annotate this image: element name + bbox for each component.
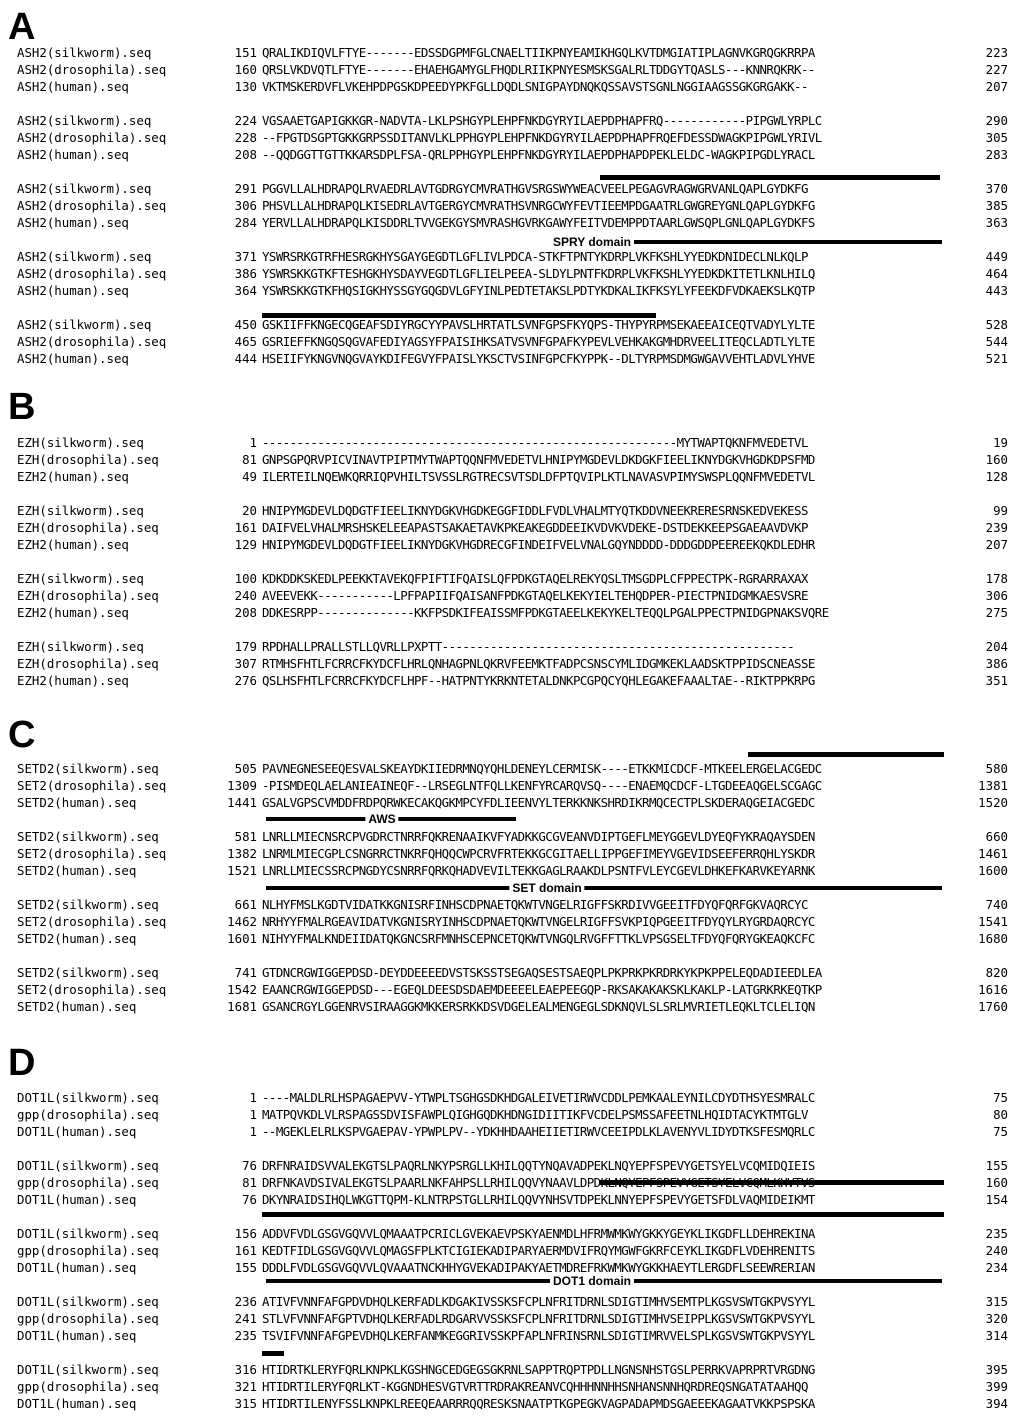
sequence-residues: NRHYYFMALRGEAVIDATVKGNISRYINHSCDPNAETQKWTVNGELRIGFFSVKPIQPGEEITFDYQYLRYGRDAQRCYC (262, 914, 815, 929)
sequence-residues: RPDHALLPRALLSTLLQVRLLPXPTT--------------------------------------------------- (262, 639, 795, 654)
end-position: 363 (985, 215, 1008, 230)
sequence-name: SETD2(human).seq (17, 999, 137, 1014)
sequence-residues: QSLHSFHTLFCRRCFKYDCFLHPF--HATPNTYKRKNTETALDNKPCGPQCYQHLEGAKEFAAALTAE--RIKTPPKRPG (262, 673, 815, 688)
sequence-name: EZH(silkworm).seq (17, 571, 144, 586)
sequence-row (0, 638, 1024, 655)
end-position: 207 (985, 79, 1008, 94)
sequence-row (0, 930, 1024, 947)
sequence-row (0, 180, 1024, 197)
end-position: 154 (985, 1192, 1008, 1207)
sequence-name: EZH(silkworm).seq (17, 639, 144, 654)
end-position: 1616 (978, 982, 1008, 997)
start-position: 444 (234, 351, 257, 366)
end-position: 178 (985, 571, 1008, 586)
sequence-row (0, 828, 1024, 845)
sequence-residues: --MGEKLELRLKSPVGAEPAV-YPWPLPV--YDKHHDAAHEIIETIRWVCEEIPDLKLAVENYVLIDYDTKSFESMQRLC (262, 1124, 815, 1139)
sequence-residues: QRSLVKDVQTLFTYE-------EHAEHGAMYGLFHQDLRIIKPNYESMSKSGALRLTDDGYTQASLS---KNNRQKRK-- (262, 62, 815, 77)
start-position: 364 (234, 283, 257, 298)
start-position: 235 (234, 1328, 257, 1343)
start-position: 316 (234, 1362, 257, 1377)
end-position: 544 (985, 334, 1008, 349)
start-position: 81 (242, 452, 257, 467)
sequence-residues: NIHYYFMALKNDEIIDATQKGNCSRFMNHSCEPNCETQKWTVNGQLRVGFFTTKLVPSGSELTFDYQFQRYGKEAQKCFC (262, 931, 815, 946)
sequence-residues: QRALIKDIQVLFTYE-------EDSSDGPMFGLCNAELTIIKPNYEAMIKHGQLKVTDMGIATIPLAGNVKGRQGKRRPA (262, 45, 815, 60)
end-position: 235 (985, 1226, 1008, 1241)
sequence-name: EZH(drosophila).seq (17, 656, 159, 671)
end-position: 1541 (978, 914, 1008, 929)
sequence-residues: EAANCRGWIGGEPDSD---EGEQLDEESDSDAEMDEEEELEAEPEEGQP-RKSAKAKAKSKLKAKLP-LATGRKRKEQTKP (262, 982, 822, 997)
start-position: 1601 (227, 931, 257, 946)
end-position: 239 (985, 520, 1008, 535)
start-position: 505 (234, 761, 257, 776)
sequence-residues: GTDNCRGWIGGEPDSD-DEYDDEEEEDVSTSKSSTSEGAQSESTSAEQPLPKPRKPKRDRKYKPKPPELEQDADIEEDLEA (262, 965, 822, 980)
sequence-residues: VKTMSKERDVFLVKEHPDPGSKDPEEDYPKFGLLDQDLSNIGPAYDNQKQSSAVSTSGNLNGGIAAGSSGKGRGAKK-- (262, 79, 808, 94)
end-position: 1381 (978, 778, 1008, 793)
end-position: 394 (985, 1396, 1008, 1411)
sequence-residues: HTIDRTILENYFSSLKNPKLREEQEAARRRQQRESKSNAATPTKGPEGKVAGPADAPMDSGAEEEKAGAATVKKPSPSKA (262, 1396, 815, 1411)
sequence-row (0, 1395, 1024, 1412)
sequence-row (0, 129, 1024, 146)
sequence-row (0, 1191, 1024, 1208)
sequence-row (0, 316, 1024, 333)
sequence-name: DOT1L(human).seq (17, 1328, 137, 1343)
sequence-name: ASH2(drosophila).seq (17, 62, 167, 77)
sequence-residues: GSKIIFFKNGECQGEAFSDIYRGCYYPAVSLHRTATLSVNFGPSFKYQPS-THYPYRPMSEKAEEAICEQTVADYLYLTE (262, 317, 815, 332)
start-position: 76 (242, 1192, 257, 1207)
sequence-name: SETD2(silkworm).seq (17, 761, 159, 776)
sequence-residues: DRFNKAVDSIVALEKGTSLPAARLNKFAHPSLLRHILQQVYNAAVLDPDKLNQYEPFSPEVYGETSYELVCQMLKHVTVS (262, 1175, 815, 1190)
start-position: 306 (234, 198, 257, 213)
sequence-name: ASH2(human).seq (17, 215, 129, 230)
sequence-residues: MATPQVKDLVLRSPAGSSDVISFAWPLQIGHGQDKHDNGIDIITIKFVCDELPSMSSAFEETNLHQIDTACYKTMTGLV (262, 1107, 808, 1122)
start-position: 208 (234, 147, 257, 162)
start-position: 160 (234, 62, 257, 77)
sequence-residues: PGGVLLALHDRAPQLRVAEDRLAVTGDRGYCMVRATHGVSRGSWYWEACVEELPEGAGVRAGWGRVANLQAPLGYDKFG (262, 181, 808, 196)
end-position: 320 (985, 1311, 1008, 1326)
sequence-row (0, 1123, 1024, 1140)
sequence-row (0, 468, 1024, 485)
sequence-name: EZH(silkworm).seq (17, 435, 144, 450)
sequence-name: ASH2(silkworm).seq (17, 181, 152, 196)
domain-label: SET domain (509, 880, 584, 896)
sequence-row (0, 248, 1024, 265)
end-position: 283 (985, 147, 1008, 162)
sequence-name: SETD2(silkworm).seq (17, 897, 159, 912)
sequence-name: SETD2(silkworm).seq (17, 829, 159, 844)
sequence-name: ASH2(drosophila).seq (17, 198, 167, 213)
start-position: 156 (234, 1226, 257, 1241)
sequence-name: SETD2(human).seq (17, 931, 137, 946)
sequence-residues: DDKESRPP--------------KKFPSDKIFEAISSMFPDKGTAEELKEKYKELTEQQLPGALPPECTPNIDGPNAKSVQRE (262, 605, 829, 620)
start-position: 465 (234, 334, 257, 349)
sequence-residues: TSVIFVNNFAFGPEVDHQLKERFANMKEGGRIVSSKPFAPLNFRINSRNLSDIGTIMRVVELSPLKGSVSWTGKPVSYYL (262, 1328, 815, 1343)
end-position: 223 (985, 45, 1008, 60)
end-position: 399 (985, 1379, 1008, 1394)
sequence-residues: --FPGTDSGPTGKKGRPSSDITANVLKLPPHGYPLEHPFNKDGYRYILAEPDPHAPFRQEFDESSDWAGKPIPGWLYRIVL (262, 130, 822, 145)
sequence-residues: DKYNRAIDSIHQLWKGTTQPM-KLNTRPSTGLLRHILQQVYNHSVTDPEKLNNYEPFSPEVYGETSFDLVAQMIDEIKMT (262, 1192, 815, 1207)
sequence-residues: YSWRSRKGTRFHESRGKHYSGAYGEGDTLGFLIVLPDCA-STKFTPNTYKDRPLVKFKSHLYYEDKDNIDECLNLKQLP (262, 249, 808, 264)
start-position: 581 (234, 829, 257, 844)
start-position: 228 (234, 130, 257, 145)
sequence-residues: LNRLLMIECSSRCPNGDYCSNRRFQRKQHADVEVILTEKKGAGLRAAKDLPSNTFVLEYCGEVLDHKEFKARVKEYARNK (262, 863, 815, 878)
sequence-name: ASH2(human).seq (17, 351, 129, 366)
sequence-row (0, 112, 1024, 129)
start-position: 81 (242, 1175, 257, 1190)
sequence-row (0, 1242, 1024, 1259)
sequence-row (0, 451, 1024, 468)
sequence-name: DOT1L(silkworm).seq (17, 1090, 159, 1105)
sequence-residues: YSWRSKKGTKFTESHGKHYSDAYVEGDTLGFLIELPEEA-SLDYLPNTFKDRPLVKFKSHLYYEDKDKITETLKNLHILQ (262, 266, 815, 281)
start-position: 741 (234, 965, 257, 980)
sequence-residues: GSALVGPSCVMDDFRDPQRWKECAKQGKMPCYFDLIEENVYLTERKKNKSHRDIKRMQCECTPLSKDERAQGEIACGEDC (262, 795, 815, 810)
end-position: 351 (985, 673, 1008, 688)
end-position: 528 (985, 317, 1008, 332)
sequence-residues: HNIPYMGDEVLDQDGTFIEELIKNYDGKVHGDRECGFINDEIFVELVNALGQYNDDDD-DDDGDDPEEREEKQKDLEDHR (262, 537, 815, 552)
end-position: 75 (993, 1090, 1008, 1105)
start-position: 49 (242, 469, 257, 484)
start-position: 100 (234, 571, 257, 586)
end-position: 660 (985, 829, 1008, 844)
sequence-name: DOT1L(silkworm).seq (17, 1226, 159, 1241)
start-position: 1382 (227, 846, 257, 861)
sequence-residues: YERVLLALHDRAPQLKISDDRLTVVGEKGYSMVRASHGVRKGAWYFEITVDEMPPDTAARLGWSQPLGNLQAPLGYDKFS (262, 215, 815, 230)
sequence-row (0, 1310, 1024, 1327)
sequence-name: EZH2(human).seq (17, 605, 129, 620)
start-position: 371 (234, 249, 257, 264)
end-position: 820 (985, 965, 1008, 980)
sequence-residues: --QQDGGTTGTTKKARSDPLFSA-QRLPPHGYPLEHPFNKDGYRYILAEPDPHAPDPEKLELDC-WAGKPIPGDLYRACL (262, 147, 815, 162)
sequence-name: gpp(drosophila).seq (17, 1311, 159, 1326)
sequence-row (0, 998, 1024, 1015)
start-position: 240 (234, 588, 257, 603)
sequence-name: ASH2(drosophila).seq (17, 266, 167, 281)
end-position: 234 (985, 1260, 1008, 1275)
sequence-residues: -PISMDEQLAELANIEAINEQF--LRSEGLNTFQLLKENFYRCARQVSQ----ENAEMQCDCF-LTGDEEAQGELSCGAGC (262, 778, 822, 793)
end-position: 275 (985, 605, 1008, 620)
sequence-row (0, 333, 1024, 350)
domain-bar (262, 1212, 944, 1217)
sequence-row (0, 777, 1024, 794)
end-position: 314 (985, 1328, 1008, 1343)
domain-bar (602, 240, 942, 244)
sequence-row (0, 502, 1024, 519)
start-position: 321 (234, 1379, 257, 1394)
start-position: 315 (234, 1396, 257, 1411)
sequence-row (0, 845, 1024, 862)
sequence-name: ASH2(human).seq (17, 283, 129, 298)
sequence-name: EZH(silkworm).seq (17, 503, 144, 518)
end-position: 385 (985, 198, 1008, 213)
domain-bar (266, 886, 942, 890)
sequence-row (0, 350, 1024, 367)
sequence-residues: ------------------------------------------------------------MYTWAPTQKNFMVEDETVL (262, 435, 808, 450)
sequence-residues: HNIPYMGDEVLDQDGTFIEELIKNYDGKVHGDKEGGFIDDLFVDLVHALMTYQTKDDVNEEKRERESRNSKEDVEKESS (262, 503, 808, 518)
sequence-residues: PHSVLLALHDRAPQLKISEDRLAVTGERGYCMVRATHSVNRGCWYFEVTIEEMPDGAATRLGWGREYGNLQAPLGYDKFG (262, 198, 815, 213)
sequence-row (0, 1293, 1024, 1310)
sequence-name: DOT1L(human).seq (17, 1192, 137, 1207)
sequence-row (0, 1259, 1024, 1276)
start-position: 284 (234, 215, 257, 230)
end-position: 80 (993, 1107, 1008, 1122)
domain-label: SPRY domain (550, 234, 634, 250)
sequence-name: EZH2(human).seq (17, 673, 129, 688)
sequence-name: DOT1L(silkworm).seq (17, 1294, 159, 1309)
sequence-name: EZH2(human).seq (17, 469, 129, 484)
end-position: 1520 (978, 795, 1008, 810)
start-position: 1521 (227, 863, 257, 878)
sequence-name: SET2(drosophila).seq (17, 778, 167, 793)
sequence-residues: HTIDRTKLERYFQRLKNPKLKGSHNGCEDGEGSGKRNLSAPPTRQPTPDLLNGNSNHSTGSLPERRKVAPRPRTVRGDNG (262, 1362, 815, 1377)
sequence-name: DOT1L(human).seq (17, 1396, 137, 1411)
sequence-residues: GSANCRGYLGGENRVSIRAAGGKMKKERSRKKDSVDGELEALMENGEGLSDKNQVLSLSRLMVRIETLEQKLTCLELIQN (262, 999, 815, 1014)
end-position: 99 (993, 503, 1008, 518)
end-position: 290 (985, 113, 1008, 128)
start-position: 179 (234, 639, 257, 654)
end-position: 240 (985, 1243, 1008, 1258)
start-position: 450 (234, 317, 257, 332)
end-position: 1461 (978, 846, 1008, 861)
sequence-residues: STLVFVNNFAFGPTVDHQLKERFADLRDGARVVSSKSFCPLNFRITDRNLSDIGTIMHVSEIPPLKGSVSWTGKPVSYYL (262, 1311, 815, 1326)
sequence-row (0, 61, 1024, 78)
sequence-row (0, 536, 1024, 553)
sequence-residues: HTIDRTILERYFQRLKT-KGGNDHESVGTVRTTRDRAKREANVCQHHHNNHHSNHANSNNHQRDREQSNGATATAAHQQ (262, 1379, 808, 1394)
set-domain-annotation (262, 880, 942, 896)
domain-bar (748, 752, 944, 757)
sequence-name: gpp(drosophila).seq (17, 1107, 159, 1122)
sequence-name: SETD2(human).seq (17, 795, 137, 810)
start-position: 76 (242, 1158, 257, 1173)
end-position: 207 (985, 537, 1008, 552)
sequence-residues: ATIVFVNNFAFGPDVDHQLKERFADLKDGAKIVSSKSFCPLNFRITDRNLSDIGTIMHVSEMTPLKGSVSWTGKPVSYYL (262, 1294, 815, 1309)
sequence-row (0, 896, 1024, 913)
sequence-row (0, 1106, 1024, 1123)
start-position: 1681 (227, 999, 257, 1014)
start-position: 236 (234, 1294, 257, 1309)
sequence-name: gpp(drosophila).seq (17, 1243, 159, 1258)
start-position: 1441 (227, 795, 257, 810)
end-position: 128 (985, 469, 1008, 484)
sequence-name: SET2(drosophila).seq (17, 982, 167, 997)
start-position: 224 (234, 113, 257, 128)
sequence-row (0, 913, 1024, 930)
sequence-name: ASH2(drosophila).seq (17, 130, 167, 145)
sequence-name: ASH2(silkworm).seq (17, 317, 152, 332)
sequence-row (0, 862, 1024, 879)
sequence-row (0, 519, 1024, 536)
sequence-name: SET2(drosophila).seq (17, 914, 167, 929)
end-position: 315 (985, 1294, 1008, 1309)
end-position: 1600 (978, 863, 1008, 878)
end-position: 160 (985, 452, 1008, 467)
domain-label: AWS (365, 811, 398, 827)
sequence-residues: DRFNRAIDSVVALEKGTSLPAQRLNKYPSRGLLKHILQQTYNQAVADPEKLNQYEPFSPEVYGETSYELVCQMIDQIEIS (262, 1158, 815, 1173)
sequence-name: gpp(drosophila).seq (17, 1379, 159, 1394)
sequence-residues: HSEIIFYKNGVNQGVAYKDIFEGVYFPAISLYKSCTVSINFGPCFKYPPK--DLTYRPMSDMGWGAVVEHTLADVLYHVE (262, 351, 815, 366)
end-position: 75 (993, 1124, 1008, 1139)
sequence-residues: GNPSGPQRVPICVINAVTPIPTMYTWAPTQQNFMVEDETVLHNIPYMGDEVLDKDGKFIEELIKNYDGKVHGDKDPSFMD (262, 452, 815, 467)
sequence-residues: LNRLLMIECNSRCPVGDRCTNRRFQKRENAAIKVFYADKKGCGVEANVDIPTGEFLMEYGGEVLDYEQFYKRAQAYSDEN (262, 829, 815, 844)
start-position: 155 (234, 1260, 257, 1275)
sequence-row (0, 1157, 1024, 1174)
sequence-row (0, 570, 1024, 587)
sequence-row (0, 265, 1024, 282)
start-position: 307 (234, 656, 257, 671)
sequence-row (0, 1089, 1024, 1106)
sequence-residues: NLHYFMSLKGDTVIDATKKGNISRFINHSCDPNAETQKWTVNGELRIGFFSKRDIVVGEEITFDYQFQRFGKVAQRCYC (262, 897, 808, 912)
end-position: 204 (985, 639, 1008, 654)
end-position: 740 (985, 897, 1008, 912)
sequence-name: gpp(drosophila).seq (17, 1175, 159, 1190)
start-position: 20 (242, 503, 257, 518)
end-position: 160 (985, 1175, 1008, 1190)
sequence-name: EZH(drosophila).seq (17, 452, 159, 467)
sequence-residues: YSWRSKKGTKFHQSIGKHYSSGYGQGDVLGFYINLPEDTETAKSLPDTYKDKALIKFKSYLYFEEKDFVDKAEKSLKQTP (262, 283, 815, 298)
sequence-residues: KEDTFIDLGSGVGQVVLQMAGSFPLKTCIGIEKADIPARYAERMDVIFRQYMGWFGKRFCEYKLIKGDFLVDEHRENITS (262, 1243, 815, 1258)
sequence-name: ASH2(silkworm).seq (17, 249, 152, 264)
start-position: 386 (234, 266, 257, 281)
sequence-row (0, 214, 1024, 231)
start-position: 129 (234, 537, 257, 552)
sequence-row (0, 282, 1024, 299)
sequence-row (0, 604, 1024, 621)
end-position: 155 (985, 1158, 1008, 1173)
sequence-residues: PAVNEGNESEEQESVALSKEAYDKIIEDRMNQYQHLDENEYLCERMISK----ETKKMICDCF-MTKEELERGELACGEDC (262, 761, 822, 776)
end-position: 386 (985, 656, 1008, 671)
sequence-row (0, 1225, 1024, 1242)
sequence-row (0, 587, 1024, 604)
panel-label: D (8, 1042, 36, 1084)
sequence-row (0, 1378, 1024, 1395)
end-position: 449 (985, 249, 1008, 264)
end-position: 370 (985, 181, 1008, 196)
sequence-name: ASH2(silkworm).seq (17, 45, 152, 60)
end-position: 580 (985, 761, 1008, 776)
sequence-name: DOT1L(silkworm).seq (17, 1158, 159, 1173)
sequence-residues: AVEEVEKK-----------LPFPAPIIFQAISANFPDKGTAQELKEKYIELTEHQDPER-PIECTPNIDGMKAESVSRE (262, 588, 808, 603)
panel-label: C (8, 714, 36, 756)
domain-label: DOT1 domain (550, 1273, 634, 1289)
sequence-residues: GSRIEFFKNGQSQGVAFEDIYAGSYFPAISIHKSATVSVNFGPAFKYPEVLVEHKAKGMHDRVEELITEQCLADTLYLTE (262, 334, 815, 349)
start-position: 1 (249, 1124, 257, 1139)
sequence-name: ASH2(human).seq (17, 79, 129, 94)
end-position: 395 (985, 1362, 1008, 1377)
sequence-row (0, 197, 1024, 214)
start-position: 1 (249, 1090, 257, 1105)
start-position: 291 (234, 181, 257, 196)
start-position: 276 (234, 673, 257, 688)
sequence-row (0, 44, 1024, 61)
sequence-name: ASH2(silkworm).seq (17, 113, 152, 128)
sequence-name: ASH2(drosophila).seq (17, 334, 167, 349)
sequence-name: SETD2(human).seq (17, 863, 137, 878)
end-position: 306 (985, 588, 1008, 603)
panel-label: A (8, 6, 36, 48)
sequence-row (0, 760, 1024, 777)
sequence-row (0, 146, 1024, 163)
sequence-name: DOT1L(human).seq (17, 1260, 137, 1275)
sequence-residues: ILERTEILNQEWKQRRIQPVHILTSVSSLRGTRECSVTSDLDFPTQVIPLKTLNAVASVPIMYSWSPLQQNFMVEDETVL (262, 469, 815, 484)
sequence-name: DOT1L(human).seq (17, 1124, 137, 1139)
start-position: 661 (234, 897, 257, 912)
start-position: 161 (234, 520, 257, 535)
sequence-row (0, 964, 1024, 981)
domain-bar (262, 1351, 284, 1356)
aws-domain-annotation (262, 811, 942, 827)
end-position: 1680 (978, 931, 1008, 946)
sequence-residues: DAIFVELVHALMRSHSKELEEAPASTSAKAETAVKPKEAKEGDDEEIKVDVKVDEKE-DSTDEKKEEPSGAEAAVDVKP (262, 520, 808, 535)
sequence-name: ASH2(human).seq (17, 147, 129, 162)
end-position: 443 (985, 283, 1008, 298)
sequence-name: EZH(drosophila).seq (17, 520, 159, 535)
end-position: 1760 (978, 999, 1008, 1014)
sequence-name: EZH2(human).seq (17, 537, 129, 552)
start-position: 241 (234, 1311, 257, 1326)
sequence-residues: KDKDDKSKEDLPEEKKTAVEKQFPIFTIFQAISLQFPDKGTAQELREKYQSLTMSGDPLCFPPECTPK-RGRARRAXAX (262, 571, 808, 586)
end-position: 521 (985, 351, 1008, 366)
end-position: 19 (993, 435, 1008, 450)
end-position: 464 (985, 266, 1008, 281)
end-position: 305 (985, 130, 1008, 145)
end-position: 227 (985, 62, 1008, 77)
sequence-name: EZH(drosophila).seq (17, 588, 159, 603)
sequence-row (0, 672, 1024, 689)
sequence-name: DOT1L(silkworm).seq (17, 1362, 159, 1377)
start-position: 1 (249, 1107, 257, 1122)
sequence-row (0, 434, 1024, 451)
start-position: 161 (234, 1243, 257, 1258)
start-position: 208 (234, 605, 257, 620)
sequence-row (0, 78, 1024, 95)
start-position: 1542 (227, 982, 257, 997)
start-position: 1462 (227, 914, 257, 929)
sequence-residues: ----MALDLRLHSPAGAEPVV-YTWPLTSGHGSDKHDGALEIVETIRWVCDDLPEMKAALEYNILCDYDTHSYESMRALC (262, 1090, 815, 1105)
sequence-residues: DDDLFVDLGSGVGQVVLQVAAATNCKHHYGVEKADIPAKYAETMDREFRKWMKWYGKKHAEYTLERGDFLSEEWRERIAN (262, 1260, 815, 1275)
sequence-row (0, 655, 1024, 672)
sequence-residues: VGSAAETGAPIGKKGR-NADVTA-LKLPSHGYPLEHPFNKDGYRYILAEPDPHAPFRQ------------PIPGWLYRPLC (262, 113, 822, 128)
start-position: 1 (249, 435, 257, 450)
sequence-row (0, 1327, 1024, 1344)
sequence-row (0, 1361, 1024, 1378)
sequence-row (0, 981, 1024, 998)
sequence-name: SET2(drosophila).seq (17, 846, 167, 861)
sequence-name: SETD2(silkworm).seq (17, 965, 159, 980)
sequence-residues: LNRMLMIECGPLCSNGRRCTNKRFQHQQCWPCRVFRTEKKGCGITAELLIPPGEFIMEYVGEVIDSEEFERRQHLYSKDR (262, 846, 815, 861)
sequence-residues: RTMHSFHTLFCRRCFKYDCFLHRLQNHAGPNLQKRVFEEMKTFADPCSNSCYMLIDGMKEKLAADSKTPPIDSCNEASSE (262, 656, 815, 671)
start-position: 130 (234, 79, 257, 94)
start-position: 151 (234, 45, 257, 60)
sequence-row (0, 794, 1024, 811)
panel-label: B (8, 386, 36, 428)
sequence-row (0, 1174, 1024, 1191)
sequence-residues: ADDVFVDLGSGVGQVVLQMAAATPCRICLGVEKAEVPSKYAENMDLHFRMWMKWYGKKYGEYKLIKGDFLLDEHREKINA (262, 1226, 815, 1241)
start-position: 1309 (227, 778, 257, 793)
